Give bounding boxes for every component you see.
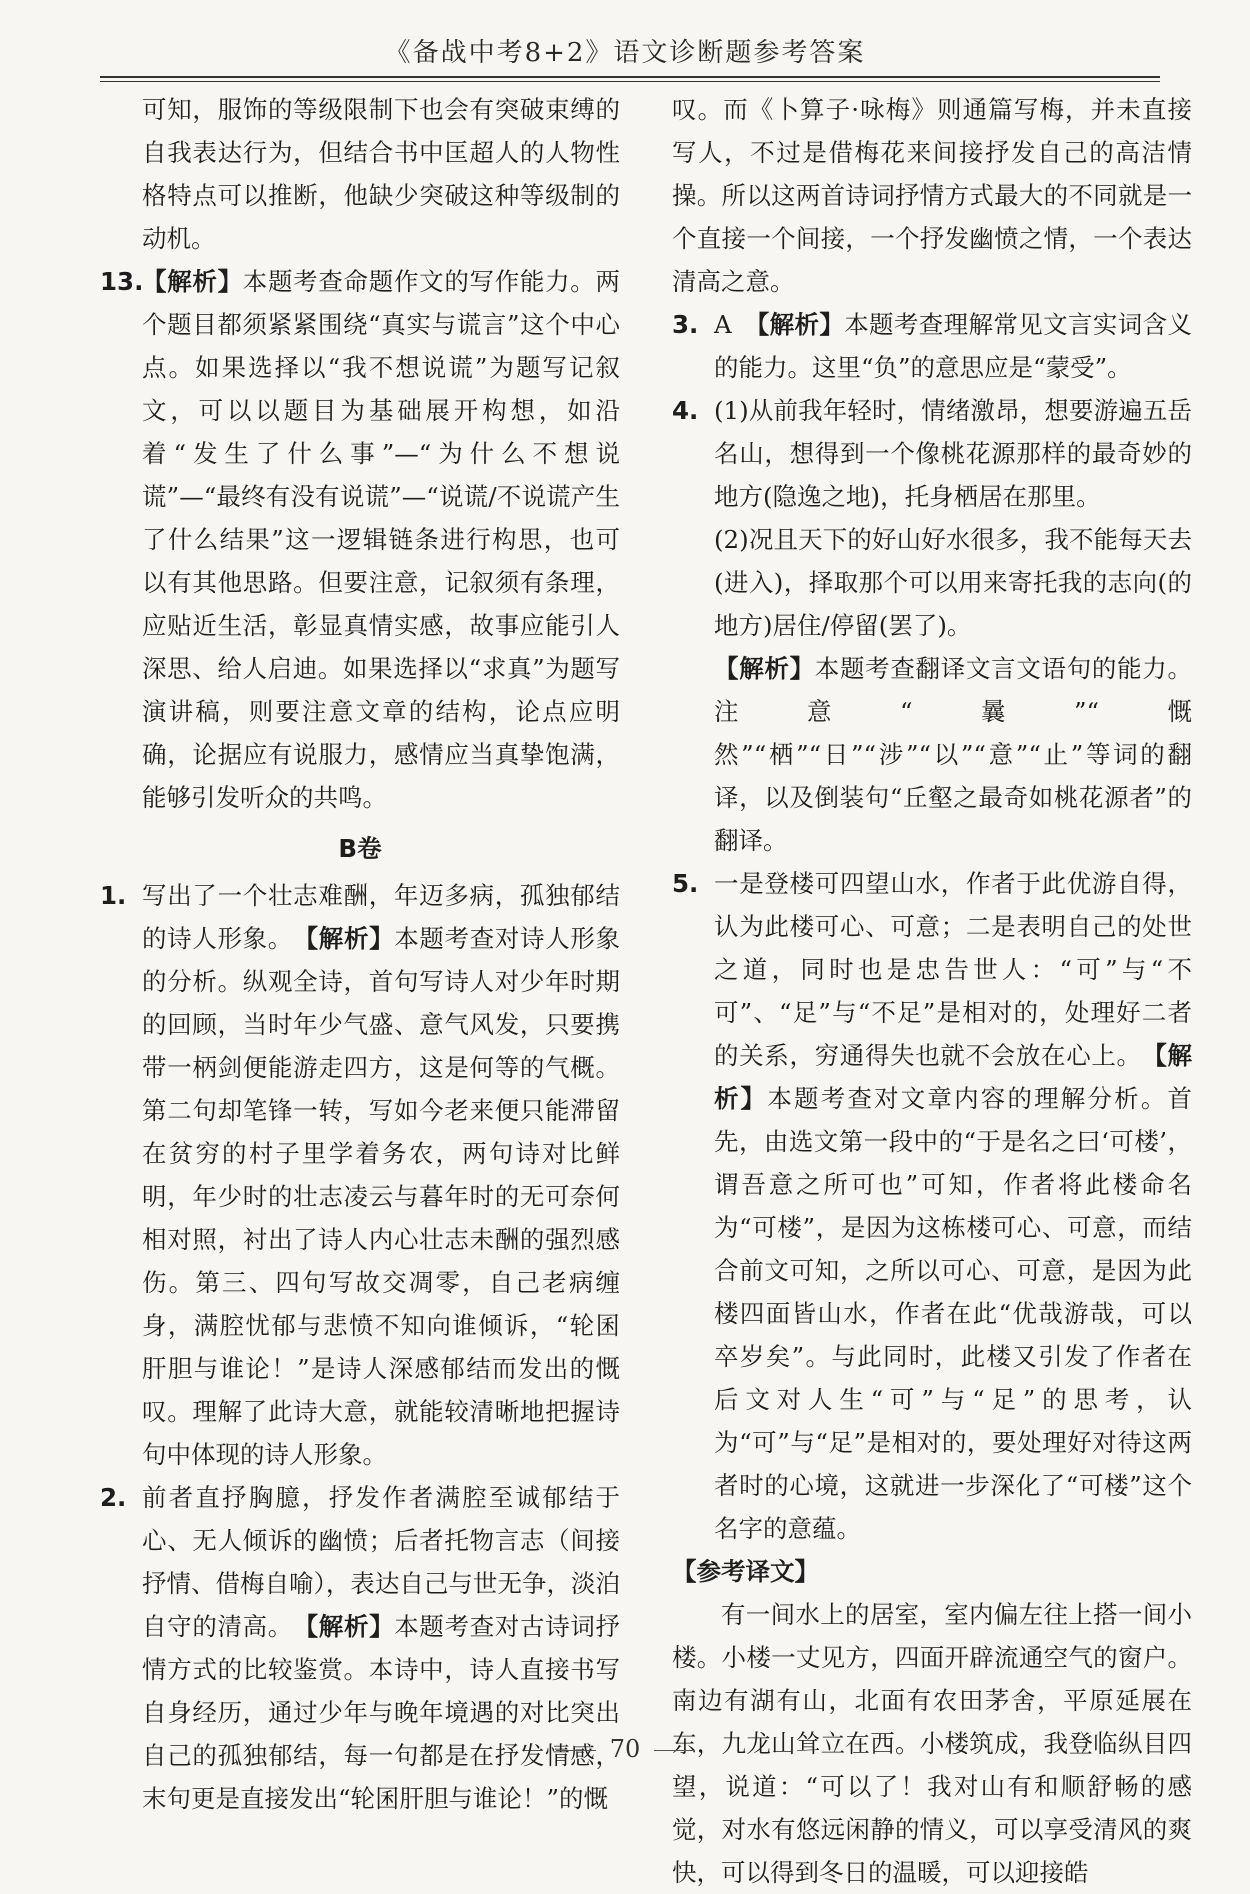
left-column xyxy=(100,88,620,1820)
page-header: 《备战中考8+2》语文诊断题参考答案 xyxy=(384,38,866,68)
analysis-paragraph xyxy=(714,647,1192,862)
translation-part-2: (2)况且天下的好山好水很多，我不能每天去(进入)，择取那个可以用来寄托我的志向(的地方)居住/停留(罢了)。 xyxy=(714,525,1192,640)
translation-part-1: (1)从前我年轻时，情绪激昂，想要游遍五岳名山，想得到一个像桃花源那样的最奇妙的地方(隐逸之地)，托身栖居在那里。 xyxy=(714,396,1192,511)
analysis-tag: 【解析】 xyxy=(714,1041,1193,1113)
question-number: 1. xyxy=(100,881,127,910)
answer-b4 xyxy=(672,389,1192,862)
analysis-text: 本题考查对文章内容的理解分析。首先，由选文第一段中的“于是名之曰‘可楼’，谓吾意之所可也”可知，作者将此楼命名为“可楼”，是因为这栋楼可心、可意，而结合前文可知，之所以可心、可意，是因为此楼四面皆山水，作者在此“优哉游哉，可以卒岁矣”。与此同时，此楼又引发了作者在后文对人生“可”与“足”的思考，认为“可”与“足”是相对的，要处理好对待这两者时的心境，这就进一步深化了“可楼”这个名字的意蕴。 xyxy=(714,1084,1193,1543)
analysis-tag: 【解析】 xyxy=(305,924,395,953)
answer-b2 xyxy=(100,1476,620,1820)
analysis-text: 本题考查理解常见文言实词含义的能力。这里“负”的意思应是“蒙受”。 xyxy=(714,310,1193,382)
answer-b5 xyxy=(672,862,1192,1550)
question-number: 5. xyxy=(672,869,699,898)
analysis-tag: 【解析】 xyxy=(756,310,845,339)
right-column xyxy=(672,88,1192,1894)
answer-b3 xyxy=(672,303,1192,389)
answer-13 xyxy=(100,260,620,819)
footer-dash-left xyxy=(556,1750,596,1751)
analysis-tag: 【解析】 xyxy=(305,1612,395,1641)
reference-translation-text: 有一间水上的居室，室内偏左往上搭一间小楼。小楼一丈见方，四面开辟流通空气的窗户。南边有湖有山，北面有农田茅舍，平原延展在东，九龙山耸立在西。小楼筑成，我登临纵目四望，说道：“可以了！我对山有和顺舒畅的感觉，对水有悠远闲静的情义，可以享受清风的爽快，可以得到冬日的温暖，可以迎接皓 xyxy=(672,1600,1192,1887)
footer-dash-right xyxy=(654,1750,694,1751)
answer-text: 一是登楼可四望山水，作者于此优游自得，认为此楼可心、可意；二是表明自己的处世之道，同时也是忠告世人：“可”与“不可”、“足”与“不足”是相对的，处理好二者的关系，穷通得失也就不会放在心上。 xyxy=(714,869,1192,1070)
header-rule xyxy=(100,76,1160,82)
answer-text: 写出了一个壮志难酬，年迈多病，孤独郁结的诗人形象。 xyxy=(142,881,620,953)
reference-translation-heading: 【参考译文】 xyxy=(672,1557,819,1586)
analysis-tag: 【解析】 xyxy=(142,267,243,296)
page-number: 70 xyxy=(609,1735,641,1763)
question-number: 2. xyxy=(100,1483,127,1512)
analysis-text: 本题考查命题作文的写作能力。两个题目都须紧紧围绕“真实与谎言”这个中心点。如果选择以“我不想说谎”为题写记叙文，可以以题目为基础展开构想，如沿着“发生了什么事”—“为什么不想说谎”—“最终有没有说谎”—“说谎/不说谎产生了什么结果”这一逻辑链条进行构思，也可以有其他思路。但要注意，记叙须有条理，应贴近生活，彰显真情实感，故事应能引人深思、给人启迪。如果选择以“求真”为题写演讲稿，则要注意文章的结构，论点应明确，论据应有说服力，感情应当真挚饱满，能够引发听众的共鸣。 xyxy=(142,267,621,812)
section-title-b: B卷 xyxy=(338,834,382,863)
continuation-text: 叹。而《卜算子·咏梅》则通篇写梅，并未直接写人，不过是借梅花来间接抒发自己的高洁情操。所以这两首诗词抒情方式最大的不同就是一个直接一个间接，一个抒发幽愤之情，一个表达清高之意。 xyxy=(672,95,1192,296)
question-number: 4. xyxy=(672,396,699,425)
question-number: 3. xyxy=(672,310,699,339)
analysis-text: 本题考查翻译文言文语句的能力。注意“曩”“慨然”“栖”“日”“涉”“以”“意”“止”等词的翻译，以及倒装句“丘壑之最奇如桃花源者”的翻译。 xyxy=(714,654,1193,855)
question-number: 13. xyxy=(100,267,144,296)
answer-b1 xyxy=(100,874,620,1476)
answer-text: 前者直抒胸臆，抒发作者满腔至诚郁结于心、无人倾诉的幽愤；后者托物言志（间接抒情、借梅自喻），表达自己与世无争，淡泊自守的清高。 xyxy=(142,1483,620,1641)
analysis-text: 本题考查对诗人形象的分析。纵观全诗，首句写诗人对少年时期的回顾，当时年少气盛、意气风发，只要携带一柄剑便能游走四方，这是何等的气概。第二句却笔锋一转，写如今老来便只能滞留在贫穷的村子里学着务农，两句诗对比鲜明，年少时的壮志凌云与暮年时的无可奈何相对照，衬出了诗人内心壮志未酬的强烈感伤。第三、四句写故交凋零，自己老病缠身，满腔忧郁与悲愤不知向谁倾诉，“轮囷肝胆与谁论！”是诗人深感郁结而发出的慨叹。理解了此诗大意，就能较清晰地把握诗句中体现的诗人形象。 xyxy=(142,924,621,1469)
answer-text: A xyxy=(714,310,732,339)
analysis-tag: 【解析】 xyxy=(714,654,815,683)
page-footer xyxy=(0,1735,1250,1763)
analysis-text: 本题考查对古诗词抒情方式的比较鉴赏。本诗中，诗人直接书写自身经历，通过少年与晚年境遇的对比突出自己的孤独郁结，每一句都是在抒发情感，末句更是直接发出“轮囷肝胆与谁论！”的慨 xyxy=(142,1612,621,1813)
continuation-text: 可知，服饰的等级限制下也会有突破束缚的自我表达行为，但结合书中匡超人的人物性格特点可以推断，他缺少突破这种等级制的动机。 xyxy=(142,95,620,253)
